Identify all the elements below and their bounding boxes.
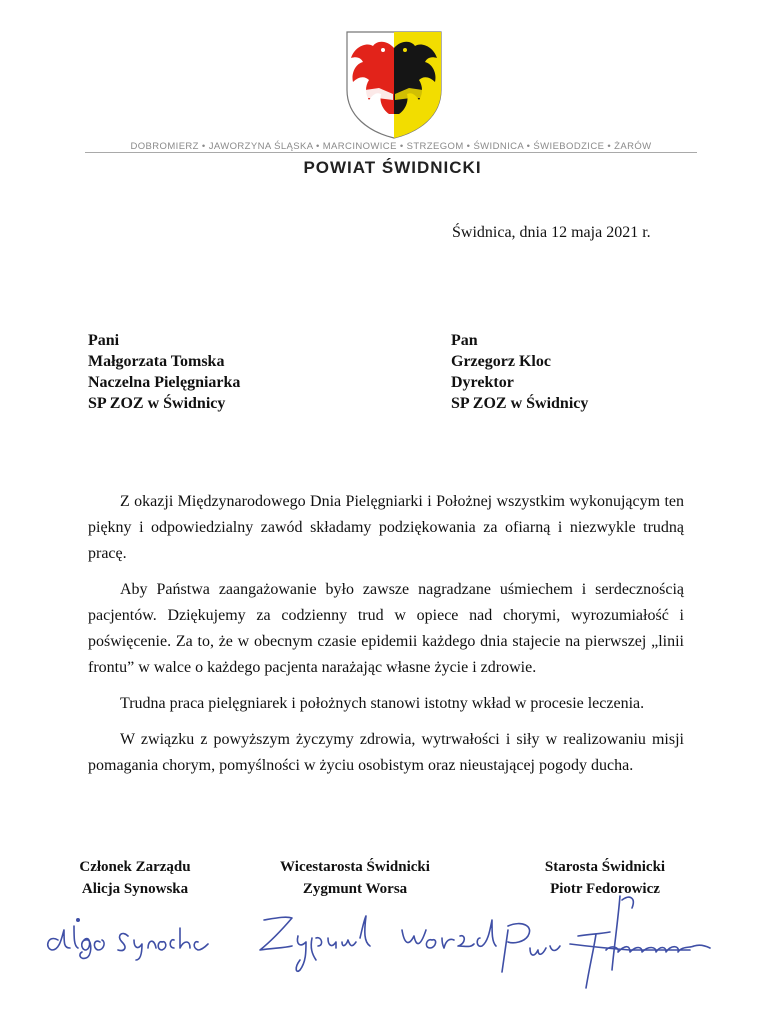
letterhead-title: POWIAT ŚWIDNICKI (303, 158, 482, 177)
recipient-name: Grzegorz Kloc (451, 353, 551, 370)
signature-alicja-synowska (48, 919, 208, 960)
signature-zygmunt-worsa (260, 916, 496, 971)
letter-body (88, 489, 684, 779)
recipient-role: Dyrektor (451, 374, 514, 391)
signature-piotr-fedorowicz (502, 896, 710, 988)
signatory-title: Starosta Świdnicki (544, 859, 666, 875)
recipient-right (451, 330, 588, 414)
header-divider (85, 152, 697, 153)
recipient-left (88, 330, 240, 414)
recipient-salutation: Pani (88, 332, 120, 349)
signatory-name: Piotr Fedorowicz (550, 881, 660, 897)
body-paragraph: Aby Państwa zaangażowanie było zawsze nagradzane uśmiechem i serdecznością pacjentów. Dziękujemy za codzienny trud w opiece nad chorymi, wyrozumiałość i poświęcenie. Za to, że w obecnym czasie epidemii każdego dnia stajecie na pierwszej „linii frontu” w walce o każdego pacjenta narażając własne życie i zdrowie. (88, 581, 684, 676)
recipient-name: Małgorzata Tomska (88, 353, 225, 370)
body-paragraph: W związku z powyższym życzymy zdrowia, wytrwałości i siły w realizowaniu misji pomagania chorym, pomyślności w życiu osobistym oraz nieustającej pogody ducha. (88, 731, 684, 774)
signatory-name: Zygmunt Worsa (302, 881, 408, 897)
recipient-institution: SP ZOZ w Świdnicy (451, 395, 589, 412)
handwritten-signatures (30, 890, 730, 1000)
letter-date: Świdnica, dnia 12 maja 2021 r. (452, 224, 651, 241)
recipient-role: Naczelna Pielęgniarka (88, 374, 241, 391)
signatory-name: Alicja Synowska (81, 881, 189, 897)
body-paragraph: Z okazji Międzynarodowego Dnia Pielęgniarki i Położnej wszystkim wykonującym ten piękny i odpowiedzialny zawód składamy podziękowania za ofiarną i niezwykle trudną pracę. (88, 493, 684, 562)
recipient-institution: SP ZOZ w Świdnicy (88, 395, 226, 412)
signatory-title: Członek Zarządu (79, 859, 191, 875)
body-paragraph: Trudna praca pielęgniarek i położnych stanowi istotny wkład w procesie leczenia. (120, 695, 645, 712)
signatory-title: Wicestarosta Świdnicki (280, 859, 430, 875)
coat-of-arms-icon (343, 28, 445, 140)
recipient-salutation: Pan (451, 332, 478, 349)
towns-list: DOBROMIERZ • JAWORZYNA ŚLĄSKA • MARCINOWICE • STRZEGOM • ŚWIDNICA • ŚWIEBODZICE • ŻARÓW (130, 141, 652, 152)
